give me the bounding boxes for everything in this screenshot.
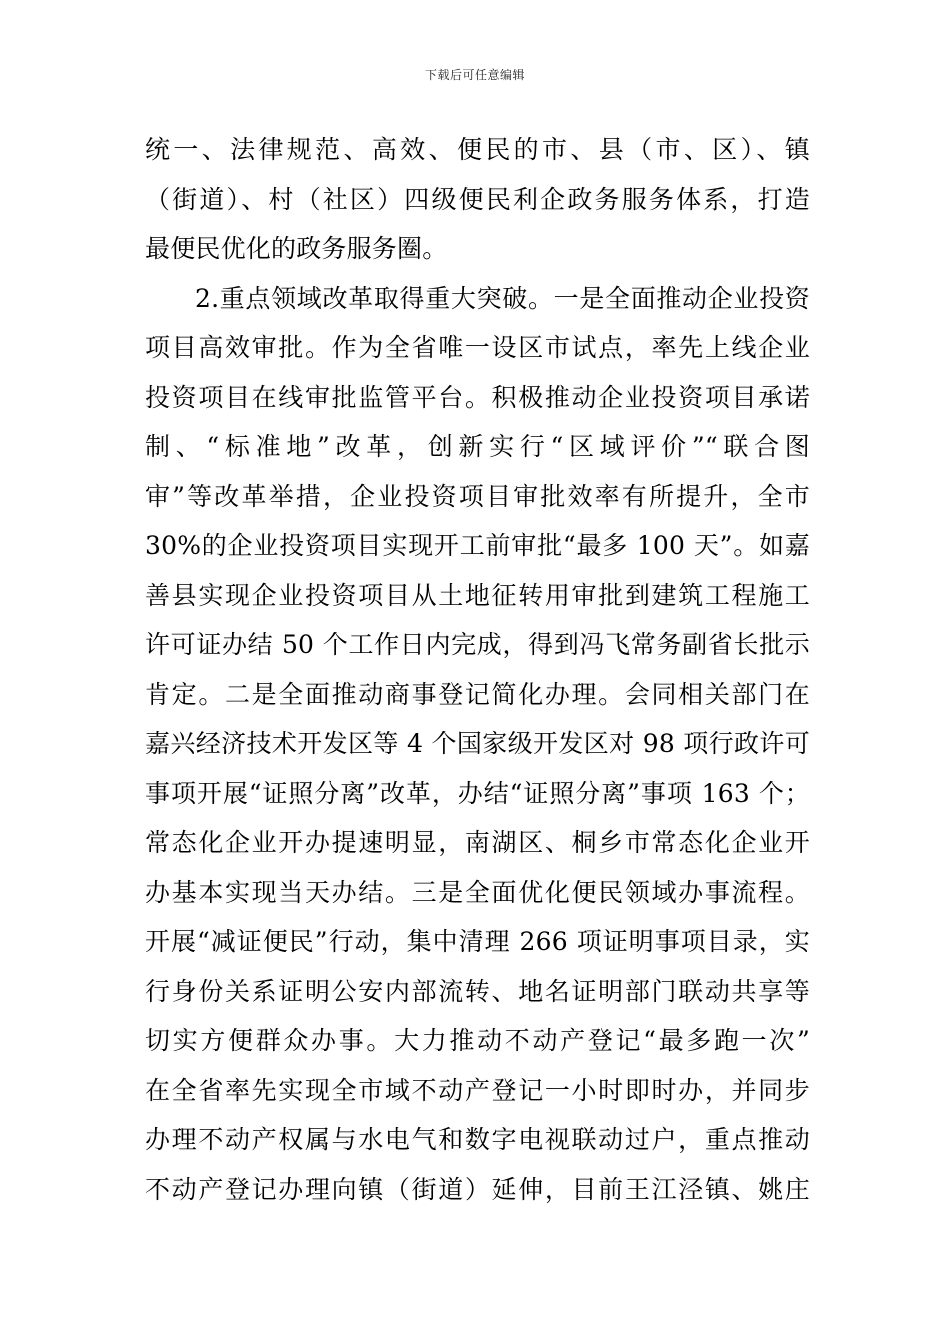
text-line: 办理不动产权属与水电气和数字电视联动过户，重点推动 <box>145 1125 810 1154</box>
text-line: 投资项目在线审批监管平台。积极推动企业投资项目承诺 <box>145 382 810 412</box>
text-line: 许可证办结 50 个工作日内完成，得到冯飞常务副省长批示 <box>145 630 810 659</box>
text-line: 统一、法律规范、高效、便民的市、县（市、区）、镇 <box>145 135 810 164</box>
text-line: 嘉兴经济技术开发区等 4 个国家级开发区对 98 项行政许可 <box>145 729 810 758</box>
text-line: 制、“标准地”改革，创新实行“区域评价”“联合图 <box>145 432 810 461</box>
body-text <box>145 125 810 1264</box>
text-line: 办基本实现当天办结。三是全面优化便民领域办事流程。 <box>145 877 810 907</box>
text-line: 开展“减证便民”行动，集中清理 266 项证明事项目录，实 <box>145 927 810 956</box>
paragraph-1 <box>145 125 810 274</box>
text-line <box>145 1214 810 1264</box>
text-line: 善县实现企业投资项目从土地征转用审批到建筑工程施工 <box>145 580 810 610</box>
text-line: 事项开展“证照分离”改革，办结“证照分离”事项 163 个； <box>145 778 810 808</box>
text-line: 切实方便群众办事。大力推动不动产登记“最多跑一次” <box>145 1026 810 1055</box>
text-line: （街道）、村（社区）四级便民利企政务服务体系，打造 <box>145 184 810 214</box>
text-line: 在全省率先实现全市域不动产登记一小时即时办，并同步 <box>145 1075 810 1105</box>
text-line: 30%的企业投资项目实现开工前审批“最多 100 天”。如嘉 <box>145 531 810 560</box>
text-line: 肯定。二是全面推动商事登记简化办理。会同相关部门在 <box>145 679 810 709</box>
text-line: 常态化企业开办提速明显，南湖区、桐乡市常态化企业开 <box>145 828 810 857</box>
text-line: 2.重点领域改革取得重大突破。一是全面推动企业投资 <box>195 283 810 313</box>
text-line: 项目高效审批。作为全省唯一设区市试点，率先上线企业 <box>145 333 810 362</box>
text-line: 行身份关系证明公安内部流转、地名证明部门联动共享等 <box>145 976 810 1006</box>
paragraph-2 <box>145 274 810 1264</box>
text-line: 审”等改革举措，企业投资项目审批效率有所提升，全市 <box>145 481 810 511</box>
header-note: 下载后可任意编辑 <box>424 68 525 82</box>
text-line: 最便民优化的政务服务圈。 <box>145 234 448 263</box>
text-line: 不动产登记办理向镇（街道）延伸，目前王江泾镇、姚庄 <box>145 1174 810 1204</box>
